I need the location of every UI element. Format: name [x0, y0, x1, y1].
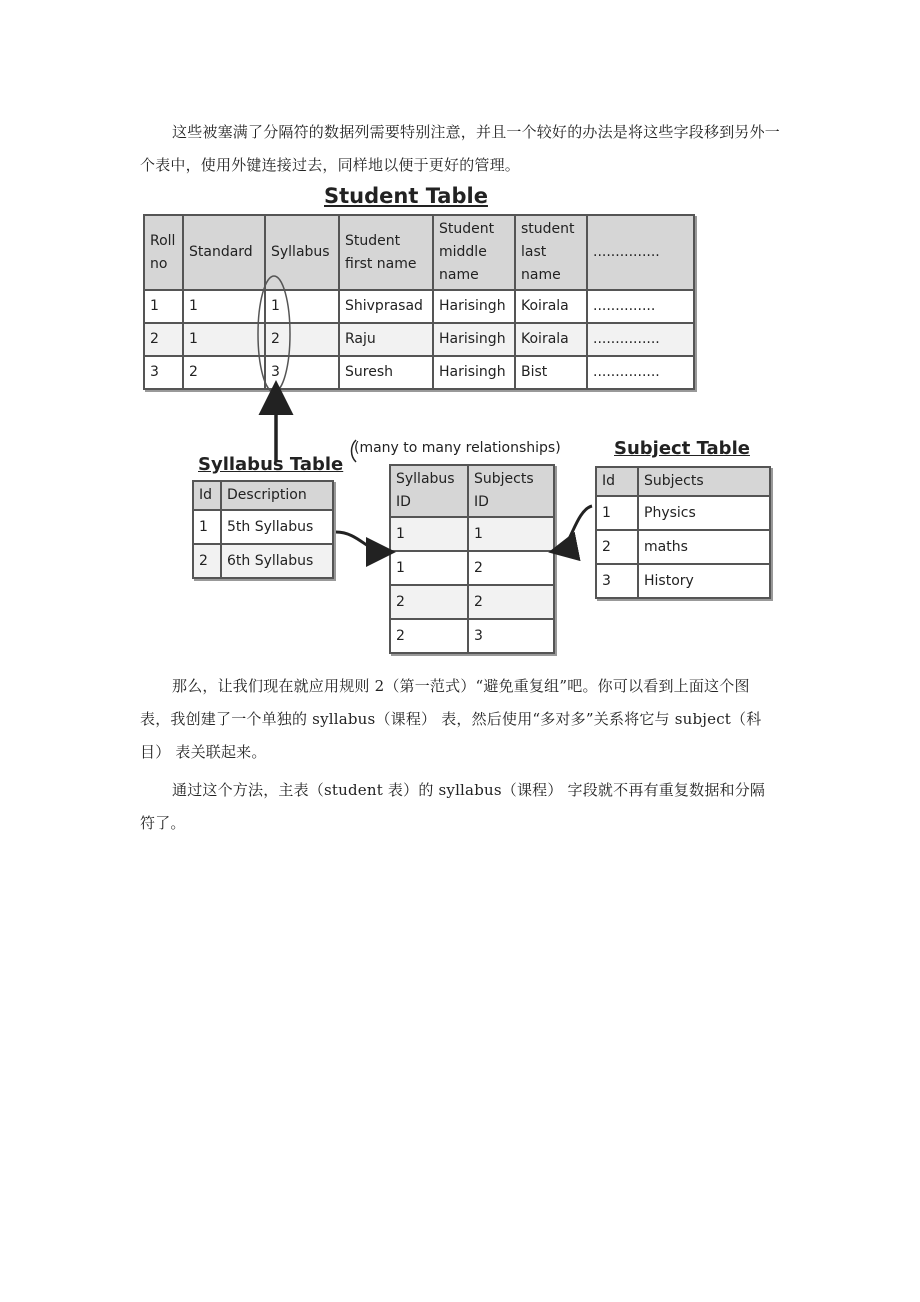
- table-cell: 1: [390, 517, 468, 551]
- table-cell: Harisingh: [433, 290, 515, 323]
- table-cell: 3: [144, 356, 183, 389]
- table-cell: 1: [193, 510, 221, 544]
- table-cell: 1: [183, 290, 265, 323]
- table-cell: 2: [390, 619, 468, 653]
- table-cell: Raju: [339, 323, 433, 356]
- table-cell: 5th Syllabus: [221, 510, 333, 544]
- table-cell: Bist: [515, 356, 587, 389]
- table-cell: maths: [638, 530, 770, 564]
- subject-table-title: Subject Table: [614, 438, 750, 459]
- table-cell: 2: [468, 585, 554, 619]
- table-cell: 1: [468, 517, 554, 551]
- table-cell: 1: [183, 323, 265, 356]
- table-cell: Physics: [638, 496, 770, 530]
- table-cell: History: [638, 564, 770, 598]
- table-cell: 2: [468, 551, 554, 585]
- table-cell: Koirala: [515, 290, 587, 323]
- student-header-standard: Standard: [183, 215, 265, 290]
- diagram-annotations: [140, 180, 780, 660]
- student-header-roll: Roll no: [144, 215, 183, 290]
- table-cell: 1: [265, 290, 339, 323]
- table-cell: Shivprasad: [339, 290, 433, 323]
- paragraph-conclusion: 通过这个方法，主表（student 表）的 syllabus（课程） 字段就不再有重复数据和分隔符了。: [140, 781, 766, 832]
- table-cell: ...............: [587, 356, 694, 389]
- subject-header-subjects: Subjects: [638, 467, 770, 496]
- table-cell: 3: [596, 564, 638, 598]
- table-cell: 1: [596, 496, 638, 530]
- student-header-syllabus: Syllabus: [265, 215, 339, 290]
- paragraph-rule-2: 那么，让我们现在就应用规则 2（第一范式）“避免重复组”吧。你可以看到上面这个图表，我创建了一个单独的 syllabus（课程） 表，然后使用“多对多”关系将它与 subject（科目） 表关联起来。: [140, 677, 762, 761]
- junction-header-syllabus-id: Syllabus ID: [390, 465, 468, 517]
- table-cell: Harisingh: [433, 323, 515, 356]
- table-cell: 2: [183, 356, 265, 389]
- student-header-last-name: student last name: [515, 215, 587, 290]
- table-cell: Suresh: [339, 356, 433, 389]
- note-bracket: [352, 440, 357, 462]
- table-cell: ...............: [587, 323, 694, 356]
- junction-header-subjects-id: Subjects ID: [468, 465, 554, 517]
- arrow-syllabus-to-junction: [336, 532, 384, 552]
- table-cell: 1: [390, 551, 468, 585]
- table-cell: Harisingh: [433, 356, 515, 389]
- table-cell: 2: [390, 585, 468, 619]
- student-header-more: ...............: [587, 215, 694, 290]
- subject-header-id: Id: [596, 467, 638, 496]
- paragraph-intro: 这些被塞满了分隔符的数据列需要特别注意，并且一个较好的办法是将这些字段移到另外一个表中，使用外键连接过去，同样地以便于更好的管理。: [140, 123, 781, 174]
- table-cell: ..............: [587, 290, 694, 323]
- syllabus-column-circle: [258, 276, 290, 392]
- student-table-title: Student Table: [324, 184, 488, 208]
- syllabus-header-id: Id: [193, 481, 221, 510]
- table-cell: 6th Syllabus: [221, 544, 333, 578]
- table-cell: 2: [265, 323, 339, 356]
- table-cell: Koirala: [515, 323, 587, 356]
- table-cell: 3: [468, 619, 554, 653]
- table-cell: 2: [144, 323, 183, 356]
- syllabus-table-title: Syllabus Table: [198, 454, 344, 475]
- normalization-diagram: [140, 180, 780, 660]
- syllabus-header-description: Description: [221, 481, 333, 510]
- student-header-first-name: Student first name: [339, 215, 433, 290]
- table-cell: 3: [265, 356, 339, 389]
- table-cell: 2: [596, 530, 638, 564]
- table-cell: 2: [193, 544, 221, 578]
- many-to-many-note: (many to many relationships): [354, 440, 561, 456]
- arrow-subject-to-junction: [560, 506, 592, 550]
- table-cell: 1: [144, 290, 183, 323]
- student-header-middle-name: Student middle name: [433, 215, 515, 290]
